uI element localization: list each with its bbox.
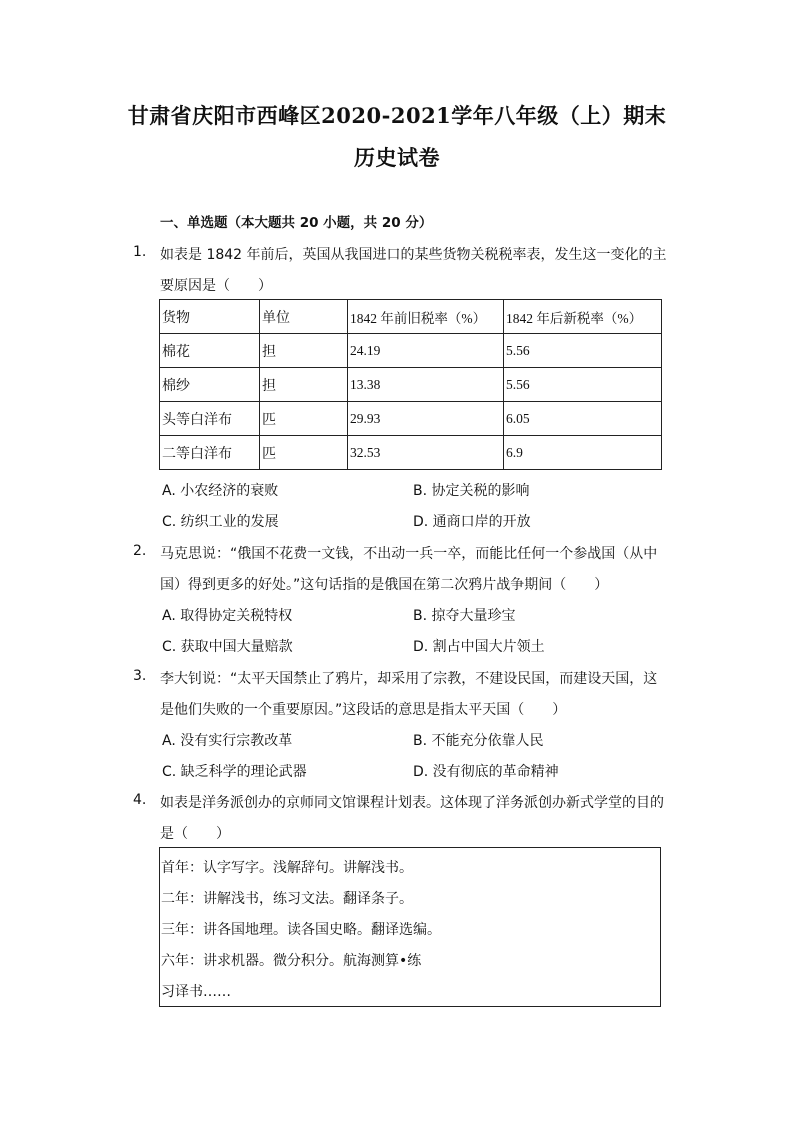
table-cell: 5.56	[504, 334, 662, 368]
table-header-row	[160, 300, 662, 334]
option-d[interactable]: D. 没有彻底的革命精神	[413, 764, 559, 780]
table-header-cell: 货物	[160, 300, 260, 334]
option-a[interactable]: A. 小农经济的衰败	[162, 483, 279, 499]
plan-line: 习译书……	[161, 984, 231, 1000]
plan-line: 六年：讲求机器。微分积分。航海测算•练	[161, 953, 422, 969]
table-cell: 6.05	[504, 402, 662, 436]
question-number: 1.	[133, 244, 147, 260]
table-row	[160, 334, 662, 368]
table-cell: 29.93	[348, 402, 504, 436]
question-text-line: 如表是 1842 年前后，英国从我国进口的某些货物关税税率表，发生这一变化的主	[160, 247, 667, 263]
table-cell: 棉纱	[160, 368, 260, 402]
table-cell: 13.38	[348, 368, 504, 402]
option-b[interactable]: B. 掠夺大量珍宝	[413, 608, 516, 624]
section-heading: 一、单选题（本大题共 20 小题，共 20 分）	[160, 215, 433, 231]
plan-line: 二年：讲解浅书，练习文法。翻译条子。	[161, 891, 413, 907]
option-c[interactable]: C. 纺织工业的发展	[162, 514, 279, 530]
plan-line: 首年：认字写字。浅解辞句。讲解浅书。	[161, 860, 413, 876]
question-text-line: 是他们失败的一个重要原因。”这段话的意思是指太平天国（ ）	[160, 702, 567, 718]
table-cell: 匹	[260, 402, 348, 436]
exam-title-line-1: 甘肃省庆阳市西峰区2020-2021学年八年级（上）期末	[127, 103, 667, 128]
table-cell: 匹	[260, 436, 348, 470]
table-cell: 二等白洋布	[160, 436, 260, 470]
curriculum-plan-box	[159, 847, 661, 1007]
question-text-line: 如表是洋务派创办的京师同文馆课程计划表。这体现了洋务派创办新式学堂的目的	[160, 795, 664, 811]
option-a[interactable]: A. 没有实行宗教改革	[162, 733, 293, 749]
option-d[interactable]: D. 通商口岸的开放	[413, 514, 531, 530]
option-c[interactable]: C. 缺乏科学的理论武器	[162, 764, 307, 780]
question-text-line: 是（ ）	[160, 826, 230, 842]
table-header-cell: 1842 年前旧税率（%）	[348, 300, 504, 334]
option-c[interactable]: C. 获取中国大量赔款	[162, 639, 293, 655]
table-cell: 32.53	[348, 436, 504, 470]
exam-title-line-2: 历史试卷	[354, 145, 440, 170]
table-row	[160, 436, 662, 470]
table-cell: 6.9	[504, 436, 662, 470]
table-cell: 担	[260, 334, 348, 368]
option-b[interactable]: B. 协定关税的影响	[413, 483, 530, 499]
table-cell: 棉花	[160, 334, 260, 368]
tariff-rate-table	[159, 299, 662, 470]
table-row	[160, 402, 662, 436]
question-text-line: 李大钊说：“太平天国禁止了鸦片，却采用了宗教，不建设民国，而建设天国，这	[160, 671, 658, 687]
table-cell: 担	[260, 368, 348, 402]
question-number: 2.	[133, 543, 147, 559]
question-text-line: 国）得到更多的好处。”这句话指的是俄国在第二次鸦片战争期间（ ）	[160, 577, 609, 593]
table-header-cell: 单位	[260, 300, 348, 334]
table-row	[160, 368, 662, 402]
question-text-line: 要原因是（ ）	[160, 278, 272, 294]
option-d[interactable]: D. 割占中国大片领土	[413, 639, 545, 655]
option-b[interactable]: B. 不能充分依靠人民	[413, 733, 544, 749]
table-cell: 头等白洋布	[160, 402, 260, 436]
question-number: 4.	[133, 792, 147, 808]
option-a[interactable]: A. 取得协定关税特权	[162, 608, 293, 624]
table-cell: 5.56	[504, 368, 662, 402]
table-cell: 24.19	[348, 334, 504, 368]
question-text-line: 马克思说：“俄国不花费一文钱，不出动一兵一卒，而能比任何一个参战国（从中	[160, 546, 658, 562]
question-number: 3.	[133, 668, 147, 684]
plan-line: 三年：讲各国地理。读各国史略。翻译选编。	[161, 922, 441, 938]
table-header-cell: 1842 年后新税率（%）	[504, 300, 662, 334]
